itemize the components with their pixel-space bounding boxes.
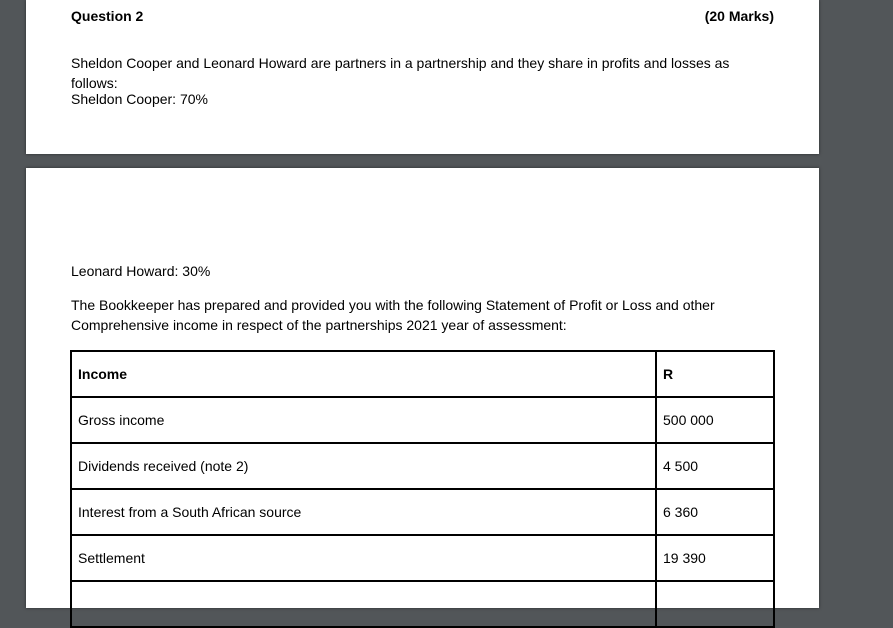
income-statement-table <box>70 350 775 628</box>
table-row <box>71 581 774 627</box>
leonard-share-text: Leonard Howard: 30% <box>71 263 211 279</box>
sheldon-share-text: Sheldon Cooper: 70% <box>71 91 208 107</box>
document-page-1 <box>26 0 819 154</box>
row-amount: 500 000 <box>656 397 774 443</box>
table-row <box>71 535 774 581</box>
document-page-2 <box>26 168 819 608</box>
row-label <box>71 581 656 627</box>
row-amount: 19 390 <box>656 535 774 581</box>
table-row <box>71 489 774 535</box>
amount-column-header: R <box>656 351 774 397</box>
row-amount: 6 360 <box>656 489 774 535</box>
question-header <box>71 8 774 24</box>
table-row <box>71 397 774 443</box>
row-label: Interest from a South African source <box>71 489 656 535</box>
row-label: Gross income <box>71 397 656 443</box>
bookkeeper-paragraph: The Bookkeeper has prepared and provided you with the following Statement of Profit or Loss and other Comprehensive income in respect of the partnerships 2021 year of assessment: <box>71 297 715 333</box>
row-amount: 4 500 <box>656 443 774 489</box>
table-header-row <box>71 351 774 397</box>
row-label: Settlement <box>71 535 656 581</box>
question-title: Question 2 <box>71 8 144 24</box>
row-label: Dividends received (note 2) <box>71 443 656 489</box>
question-marks: (20 Marks) <box>704 8 774 24</box>
income-column-header: Income <box>71 351 656 397</box>
intro-paragraph: Sheldon Cooper and Leonard Howard are partners in a partnership and they share in profits and losses as follows: <box>71 55 730 91</box>
table-row <box>71 443 774 489</box>
row-amount <box>656 581 774 627</box>
